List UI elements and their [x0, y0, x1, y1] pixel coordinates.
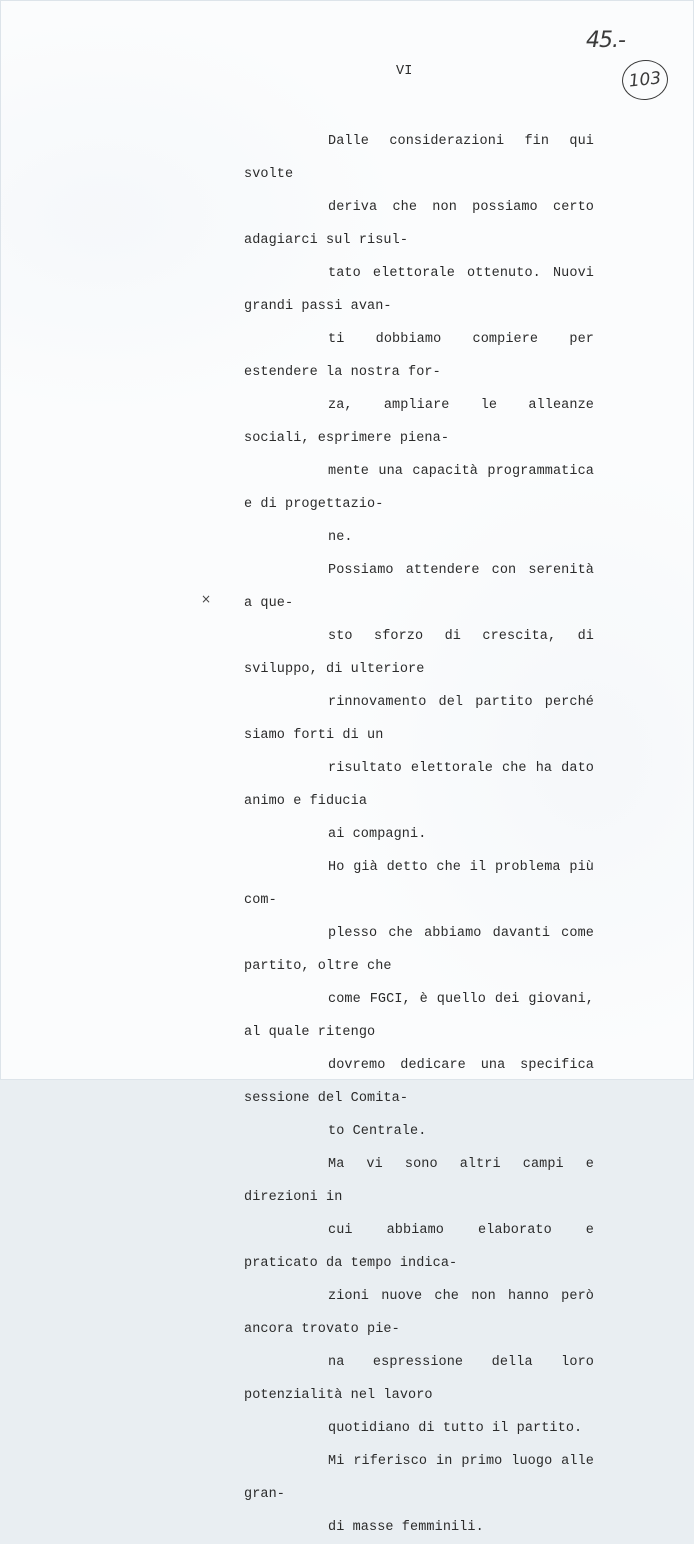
- text-line: dovremo dedicare una specifica sessione del Comita-: [244, 1058, 594, 1106]
- text-line: na espressione della loro potenzialità nel lavoro: [244, 1355, 594, 1403]
- text-line: ti dobbiamo compiere per estendere la nostra for-: [244, 332, 594, 380]
- text-line: deriva che non possiamo certo adagiarci sul risul-: [244, 200, 594, 248]
- text-line: za, ampliare le alleanze sociali, esprimere piena-: [244, 398, 594, 446]
- text-line: rinnovamento del partito perché siamo forti di un: [244, 695, 594, 743]
- text-line: ai compagni.: [328, 827, 427, 842]
- text-line: sto sforzo di crescita, di sviluppo, di ulteriore: [244, 629, 594, 677]
- paragraph-5: [244, 1445, 594, 1544]
- body-text: [244, 125, 594, 1544]
- handwritten-page-number: 45.-: [586, 28, 625, 53]
- paragraph-4: [244, 1148, 594, 1445]
- page-roman-numeral: VI: [396, 64, 413, 79]
- text-line: di masse femminili.: [328, 1520, 484, 1535]
- text-line: Mi riferisco in primo luogo alle gran-: [244, 1454, 594, 1502]
- text-line: tato elettorale ottenuto. Nuovi grandi passi avan-: [244, 266, 594, 314]
- text-line: come FGCI, è quello dei giovani, al quale ritengo: [244, 992, 594, 1040]
- text-line: mente una capacità programmatica e di progettazio-: [244, 464, 594, 512]
- text-line: to Centrale.: [328, 1124, 427, 1139]
- text-line: cui abbiamo elaborato e praticato da tempo indica-: [244, 1223, 594, 1271]
- circled-folio-number: 103: [620, 58, 670, 103]
- text-line: Ma vi sono altri campi e direzioni in: [244, 1157, 594, 1205]
- text-line: risultato elettorale che ha dato animo e fiducia: [244, 761, 594, 809]
- text-line: ne.: [328, 530, 353, 545]
- margin-annotation-mark: ×: [201, 592, 212, 606]
- text-line: Possiamo attendere con serenità a que-: [244, 563, 594, 611]
- paragraph-2: [244, 554, 594, 851]
- text-line: Dalle considerazioni fin qui svolte: [244, 134, 594, 182]
- text-line: zioni nuove che non hanno però ancora trovato pie-: [244, 1289, 594, 1337]
- text-line: Ho già detto che il problema più com-: [244, 860, 594, 908]
- paragraph-1: [244, 125, 594, 554]
- text-line: plesso che abbiamo davanti come partito, oltre che: [244, 926, 594, 974]
- paragraph-3: [244, 851, 594, 1148]
- text-line: quotidiano di tutto il partito.: [328, 1421, 583, 1436]
